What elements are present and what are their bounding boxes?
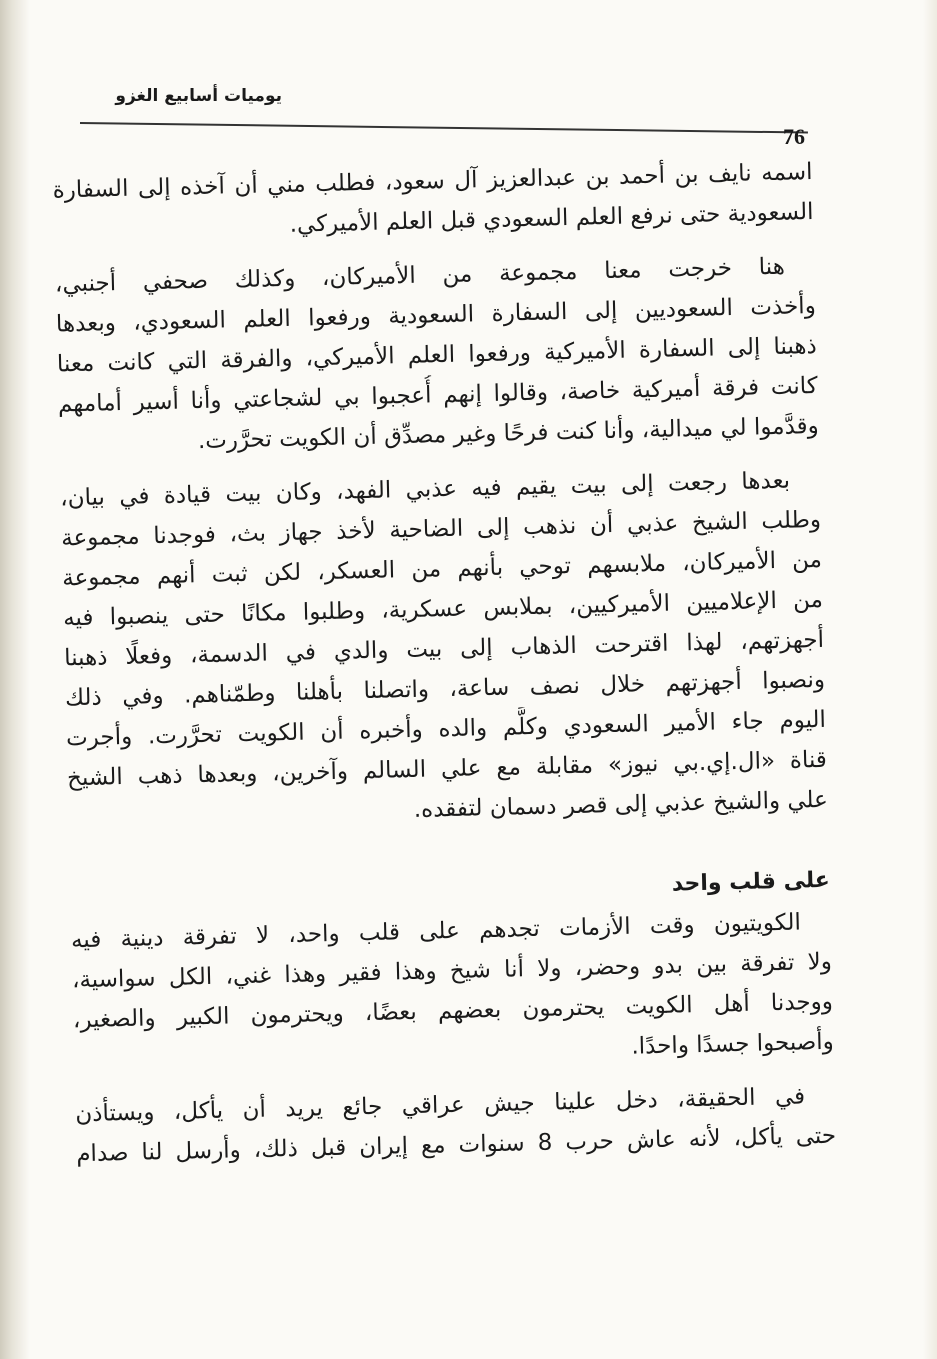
header-rule <box>80 122 808 134</box>
text-line: اليوم جاء الأمير السعودي وكلَّم والده وأخبره أن الكويت تحرَّرت. وأجرت <box>65 706 827 752</box>
text-line: ونصبوا أجهزتهم خلال نصف ساعة، واتصلنا بأهلنا وطمّناهم. وفي ذلك <box>64 666 826 712</box>
text-line: وأخذت السعوديين إلى السفارة السعودية ورفعوا العلم السعودي، وبعدها <box>55 292 817 338</box>
page-edge-shadow <box>923 0 937 1359</box>
text-line: هنا خرجت معنا مجموعة من الأميركان، وكذلك صحفي أجنبي، <box>54 253 786 298</box>
text-line: السعودية حتى نرفع العلم السعودي قبل العلم الأميركي. <box>289 198 814 238</box>
section-heading: على قلب واحد <box>671 867 831 897</box>
paragraph <box>55 246 820 465</box>
text-line: علي والشيخ عذبي إلى قصر دسمان لتفقده. <box>413 786 829 823</box>
text-line: قناة «ال.إي.بي نيوز» مقابلة مع علي السالم وآخرين، وبعدها ذهب الشيخ <box>66 746 828 792</box>
text-line: ولا تفرقة بين بدو وحضر، ولا أنا شيخ وهذا فقير وهذا غني، الكل سواسية، <box>71 948 833 994</box>
text-line: بعدها رجعت إلى بيت يقيم فيه عذبي الفهد، وكان بيت قيادة في بيان، <box>59 467 791 512</box>
text-line: الكويتيون وقت الأزمات تجدهم على قلب واحد، لا تفرقة دينية فيه <box>70 909 802 954</box>
text-line: وأصبحوا جسدًا واحدًا. <box>631 1028 835 1060</box>
text-line: اسمه نايف بن أحمد بن عبدالعزيز آل سعود، فطلب مني أن آخذه إلى السفارة <box>52 158 813 204</box>
text-line: في الحقيقة، دخل علينا جيش عراقي جائع يريد أن يأكل، ويستأذن <box>74 1083 806 1128</box>
running-head: يوميات أسابيع الغزو <box>115 86 282 106</box>
paragraph <box>75 1076 837 1175</box>
text-line: ووجدنا أهل الكويت يحترمون بعضهم بعضًا، ويحترمون الكبير والصغير، <box>72 988 834 1034</box>
text-line: من الأميركان، ملابسهم توحي بأنهم من العسكر، لكن ثبت أنهم مجموعة <box>61 546 823 592</box>
text-line: أجهزتهم، لهذا اقترحت الذهاب إلى بيت والدي في الدسمة، وفعلًا ذهبنا <box>63 626 825 672</box>
paragraph <box>71 902 835 1081</box>
text-line: ذهبنا إلى السفارة الأميركية ورفعوا العلم الأميركي، والفرقة التي كانت معنا <box>56 332 818 378</box>
body-text <box>52 152 836 1174</box>
page-gutter-shadow <box>0 0 30 1359</box>
paragraph <box>60 460 829 838</box>
text-line: كانت فرقة أميركية خاصة، وقالوا إنهم أُعجبوا بي لشجاعتي وأنا أسير أمامهم <box>57 372 819 418</box>
text-line: حتى يأكل، لأنه عاش حرب 8 سنوات مع إيران قبل ذلك، وأرسل لنا صدام <box>75 1122 837 1168</box>
text-line: وطلب الشيخ عذبي أن نذهب إلى الضاحية لأخذ جهاز بث، فوجدنا مجموعة <box>60 506 822 552</box>
text-line: وقدَّموا لي ميدالية، وأنا كنت فرحًا وغير مصدِّق أن الكويت تحرَّرت. <box>197 412 820 455</box>
page-number: 76 <box>783 124 805 149</box>
text-line: من الإعلاميين الأميركيين، بملابس عسكرية، وطلبوا مكانًا حتى ينصبوا فيه <box>62 586 824 632</box>
